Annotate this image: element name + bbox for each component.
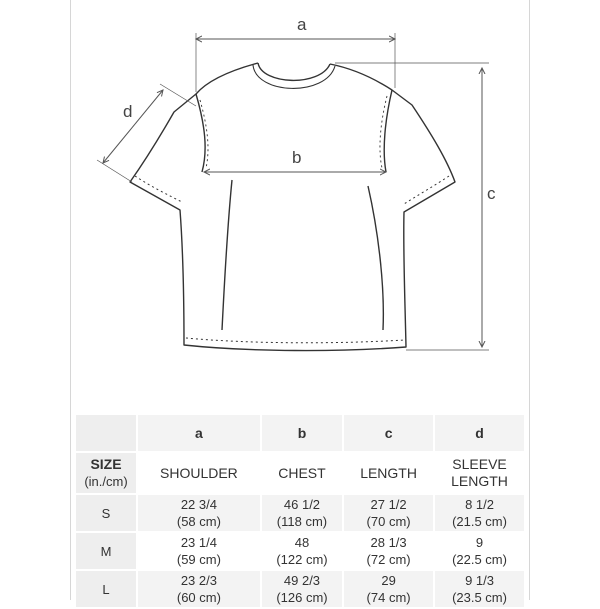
value-in: 22 3/4 <box>180 497 217 512</box>
value-cell <box>344 533 433 569</box>
value-in: 48 <box>294 535 310 550</box>
letter-header-row <box>76 415 524 451</box>
value-in: 49 2/3 <box>283 573 321 588</box>
column-letter-a: a <box>138 415 260 451</box>
value-in: 9 1/3 <box>465 573 494 588</box>
value-cm: (72 cm) <box>366 552 411 567</box>
value-cell <box>262 495 342 531</box>
dimension-label-b: b <box>292 148 302 167</box>
value-cm: (58 cm) <box>176 514 221 529</box>
value-cm: (126 cm) <box>276 590 328 605</box>
dimension-label-a: a <box>297 15 307 34</box>
column-name-sleeve-length <box>435 453 524 493</box>
tshirt-outline <box>130 63 455 351</box>
size-table <box>74 413 526 609</box>
value-cell <box>344 571 433 607</box>
size-unit-cell <box>76 453 136 493</box>
value-cell <box>435 571 524 607</box>
table-row <box>76 495 524 531</box>
value-cm: (23.5 cm) <box>452 590 507 605</box>
value-cm: (21.5 cm) <box>452 514 507 529</box>
size-cell: L <box>76 571 136 607</box>
value-cell <box>435 533 524 569</box>
column-letter-b: b <box>262 415 342 451</box>
value-cell <box>138 533 260 569</box>
value-cm: (22.5 cm) <box>452 552 507 567</box>
unit-label: (in./cm) <box>84 474 128 489</box>
size-cell: S <box>76 495 136 531</box>
value-in: 9 <box>475 535 484 550</box>
value-in: 28 1/3 <box>370 535 407 550</box>
column-name-shoulder <box>138 453 260 493</box>
table-row <box>76 533 524 569</box>
value-cell <box>435 495 524 531</box>
dimension-label-c: c <box>487 184 496 203</box>
size-cell: M <box>76 533 136 569</box>
column-name-line: SHOULDER <box>160 464 238 481</box>
column-name-row <box>76 453 524 493</box>
dimension-label-d: d <box>123 102 133 121</box>
column-name-length <box>344 453 433 493</box>
value-cell <box>262 571 342 607</box>
header-empty-cell <box>76 415 136 451</box>
value-cm: (59 cm) <box>176 552 221 567</box>
column-name-line: LENGTH <box>451 473 508 489</box>
value-cm: (118 cm) <box>276 514 328 529</box>
value-cell <box>344 495 433 531</box>
value-cm: (122 cm) <box>276 552 328 567</box>
value-in: 29 <box>381 573 396 588</box>
value-cell <box>138 495 260 531</box>
column-name-line: LENGTH <box>360 464 417 481</box>
value-cm: (70 cm) <box>366 514 411 529</box>
value-in: 46 1/2 <box>283 497 321 512</box>
value-cm: (60 cm) <box>176 590 221 605</box>
value-in: 27 1/2 <box>370 497 407 512</box>
value-in: 8 1/2 <box>465 497 494 512</box>
column-letter-c: c <box>344 415 433 451</box>
column-name-line: SLEEVE <box>452 456 507 472</box>
column-name-chest <box>262 453 342 493</box>
dimension-a <box>196 33 395 92</box>
value-cell <box>138 571 260 607</box>
value-in: 23 1/4 <box>180 535 217 550</box>
value-cm: (74 cm) <box>366 590 411 605</box>
value-in: 23 2/3 <box>180 573 217 588</box>
column-letter-d: d <box>435 415 524 451</box>
dimension-d <box>97 84 196 182</box>
column-name-line: CHEST <box>278 464 326 481</box>
table-row <box>76 571 524 607</box>
size-label: SIZE <box>90 456 122 472</box>
value-cell <box>262 533 342 569</box>
